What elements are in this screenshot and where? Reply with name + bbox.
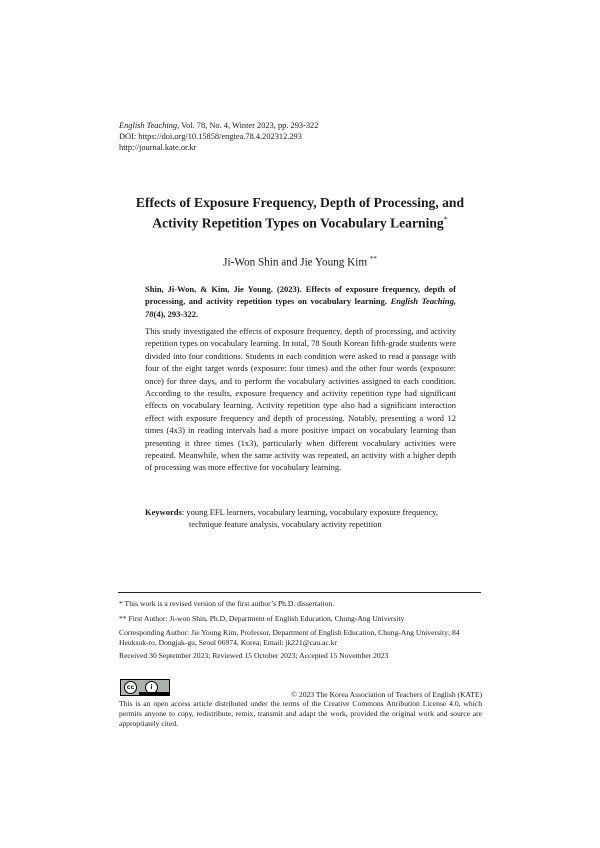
- citation-journal: English Teaching,: [390, 296, 456, 307]
- citation-volume: 78: [145, 308, 154, 319]
- footnote-divider: [118, 592, 481, 593]
- footnote-revised: * This work is a revised version of the first author’s Ph.D. dissertation.: [119, 599, 335, 608]
- attribution-icon: i: [145, 681, 158, 694]
- journal-citation-line: [119, 120, 318, 131]
- title-footnote-mark: *: [443, 215, 448, 224]
- title-line-2-text: Activity Repetition Types on Vocabulary Learning: [152, 215, 444, 231]
- keywords-line-2: technique feature analysis, vocabulary activity repetition: [189, 519, 382, 530]
- footnote-corresponding-author: Corresponding Author: Jie Young Kim, Professor, Department of English Education, Chung-Ang University; 84 Heuksuk-ro, Dongjak-gu, Seoul 06974, Korea; Email: jk221@cau.ac.kr: [119, 628, 460, 648]
- keywords: [145, 506, 456, 531]
- cc-icon: cc: [124, 681, 137, 694]
- footnote-dates: Received 30 September 2023; Reviewed 15 October 2023; Accepted 15 November 2023: [119, 651, 389, 660]
- footnote-first-author: ** First Author: Ji-won Shin, Ph.D, Department of English Education, Chung-Ang University: [119, 614, 405, 623]
- title-line-1: Effects of Exposure Frequency, Depth of Processing, and: [135, 195, 465, 210]
- keywords-line-1: : young EFL learners, vocabulary learning, vocabulary exposure frequency,: [181, 507, 439, 517]
- article-title: [110, 194, 490, 232]
- author-names: Ji-Won Shin and Jie Young Kim: [223, 256, 368, 269]
- license-text: This is an open access article distributed under the terms of the Creative Commons Attribution License 4.0, which permits anyone to copy, redistribute, remix, transmit and adapt the work, provided the original work and source are appropriately cited.: [119, 699, 482, 729]
- title-line-2: [110, 211, 490, 232]
- keywords-label: Keywords: [145, 507, 182, 517]
- doi-link[interactable]: DOI: https://doi.org/10.15858/engtea.78.4.202312.293: [119, 132, 302, 141]
- suggested-citation: [145, 283, 456, 320]
- citation-rest: (4), 293-322.: [153, 308, 199, 319]
- volume-info: , Vol. 78, No. 4, Winter 2023, pp. 293-322: [177, 121, 319, 130]
- citation-text: Shin, Ji-Won, & Kim, Jie Young. (2023). Effects of exposure frequency, depth of processing, and activity repetition types on vocabulary learning.: [145, 284, 456, 307]
- author-line: [110, 255, 490, 269]
- author-footnote-mark: **: [369, 255, 377, 263]
- journal-url-link[interactable]: http://journal.kate.or.kr: [119, 143, 197, 152]
- abstract: This study investigated the effects of exposure frequency, depth of processing, and activity repetition types on vocabulary learning. In total, 78 South Korean fifth-grade students were divided into four conditions. Students in each condition were asked to read a passage with four of the eight target words (exposure: four times) and the other four words (exposure: once) for three days, and to perform the vocabulary activities assigned to each condition. According to the results, exposure frequency and activity repetition type had significant effects on vocabulary learning. Activity repetition type also had a significant interaction effect with exposure frequency and depth of processing. Notably, presenting a word 12 times (4x3) in reading intervals had a more positive impact on vocabulary learning than presenting it three times (1x3), particularly when different vocabulary activities were repeated. Meanwhile, when the same activity was repeated, an activity with a higher depth of processing was more effective for vocabulary learning.: [145, 326, 456, 473]
- copyright-notice: © 2023 The Korea Association of Teachers of English (KATE): [291, 690, 482, 699]
- journal-name: English Teaching: [119, 121, 178, 130]
- journal-header: [119, 120, 318, 153]
